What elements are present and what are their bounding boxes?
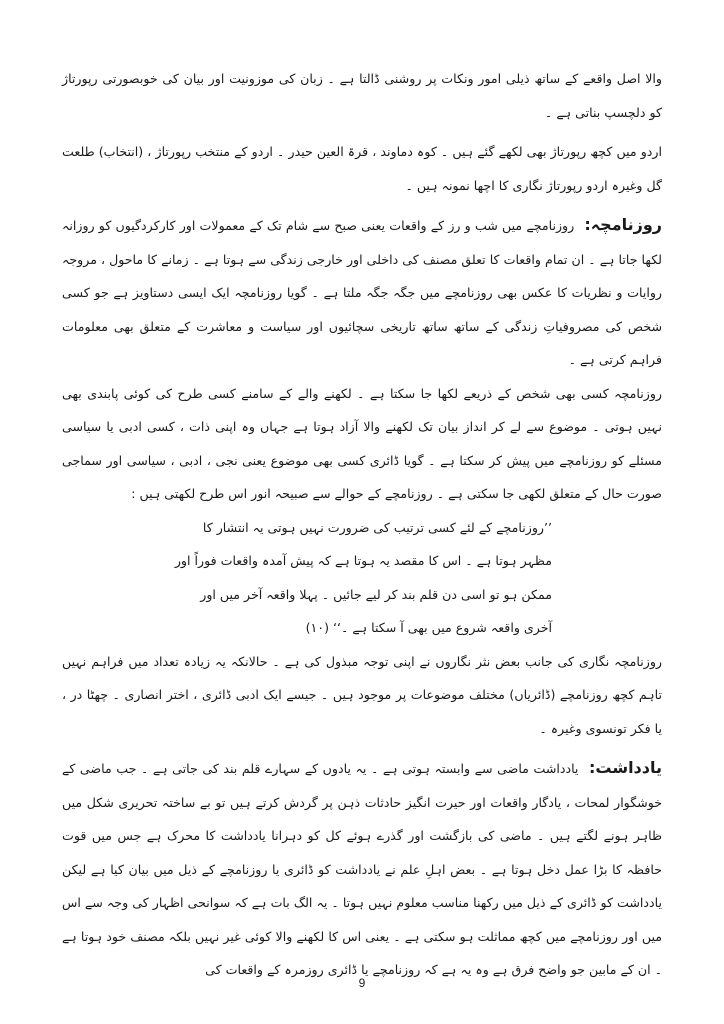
section-heading-yaaddasht: یادداشت: [589, 758, 662, 777]
paragraph-roznamcha-examples [62, 645, 662, 746]
paragraph-text: والا اصل واقعے کے ساتھ ذیلی امور ونکات پر روشنی ڈالتا ہے ۔ زبان کی موزونیت اور بیان کی خوبصورتی رپورتاژ کو دلچسپ بناتی ہے ۔ [62, 71, 662, 120]
paragraph-urdu-reportage [62, 135, 662, 202]
page-number: 9 [358, 976, 366, 990]
paragraph-text: روزنامچہ نگاری کی جانب بعض نثر نگاروں نے اپنی توجہ مبذول کی ہے ۔ حالانکہ یہ زیادہ تعداد میں فراہم نہیں تاہم کچھ روزنامچے (ڈائریاں) مختلف موضوعات پر موجود ہیں ۔ جیسے ایک ادبی ڈائری ، اختر انصاری ۔ چھٹا در ، یا فکر تونسوی وغیرہ ۔ [62, 653, 662, 736]
paragraph-text: روزنامچہ کسی بھی شخص کے ذریعے لکھا جا سکتا ہے ۔ لکھنے والے کے سامنے کسی طرح کی کوئی پابندی بھی نہیں ہوتی ۔ موضوع سے لے کر انداز بیان تک لکھنے والا آزاد ہوتا ہے جہاں وہ اپنی ذات ، کسی ادبی یا سیاسی مسئلے کو روزنامچے میں پیش کر سکتا ہے ۔ گویا ڈائری کسی بھی موضوع یعنی نجی ، ادبی ، سیاسی اور سماجی صورت حال کے متعلق لکھی جا سکتی ہے ۔ روزنامچے کے حوالے سے صبیحہ انور اس طرح لکھتی ہیں : [62, 385, 662, 501]
paragraph-roznamcha-writer [62, 377, 662, 511]
block-quote [172, 511, 552, 645]
paragraph-text: روزنامچے میں شب و رز کے واقعات یعنی صبح سے شام تک کے معمولات اور کارکردگیوں کو روزانہ لکھا جاتا ہے ۔ ان تمام واقعات کا تعلق مصنف کی داخلی اور خارجی زندگی سے ہوتا ہے ۔ زمانے کا ماحول ، مروجہ روایات و نظریات کا عکس بھی روزنامچے میں جگہ جگہ ملتا ہے ۔ گویا روزنامچہ ایک ایسی دستاویز ہے جو کسی شخص کی مصروفیاتِ زندگی کے ساتھ ساتھ تاریخی سچائیوں اور سیاست و معاشرت کے متعلق بھی معلومات فراہم کرتی ہے ۔ [62, 218, 662, 367]
paragraph-text: اردو میں کچھ رپورتاژ بھی لکھے گئے ہیں ۔ کوہ دماوند ، قرۃ العین حیدر ۔ اردو کے منتخب رپورتاژ ، (انتخاب) طلعت گل وغیرہ اردو رپورتاژ نگاری کا اچھا نمونہ ہیں ۔ [62, 144, 662, 193]
quote-text: ’’روزنامچے کے لئے کسی ترتیب کی ضرورت نہیں ہوتی یہ انتشار کا مظہر ہوتا ہے ۔ اس کا مقصد یہ ہوتا ہے کہ پیش آمدہ واقعات فوراً اور ممکن ہو تو اسی دن قلم بند کر لیے جائیں ۔ پہلا واقعہ آخر میں اور آخری واقعہ شروع میں بھی آ سکتا ہے ۔‘‘ (۱۰) [174, 519, 552, 635]
paragraph-yaaddasht [62, 751, 662, 987]
paragraph-roznamcha [62, 208, 662, 377]
paragraph-text: یادداشت ماضی سے وابستہ ہوتی ہے ۔ یہ یادوں کے سہارے قلم بند کی جاتی ہے ۔ جب ماضی کے خوشگوار لمحات ، یادگار واقعات اور حیرت انگیز حادثات ذہن پر گردش کرتے ہیں تو بے ساختہ تحریری شکل میں ظاہر ہونے لگتے ہیں ۔ ماضی کی بازگشت اور گذرے ہوئے کل کو دہرانا یادداشت کا محرک ہے جس میں قوت حافظہ کا بڑا عمل دخل ہوتا ہے ۔ بعض اہلِ علم نے یادداشت کو ڈائری یا روزنامچے کے ذیل میں بیان کیا ہے لیکن یادداشت کو ڈائری کے ذیل میں رکھنا مناسب معلوم نہیں ہوتا ۔ یہ الگ بات ہے کہ سوانحی اظہار کی وجہ سے اس میں اور روزنامچے میں کچھ مماثلت ہو سکتی ہے ۔ یعنی اس کا لکھنے والا کوئی غیر نہیں بلکہ مصنف خود ہوتا ہے ۔ ان کے مابین جو واضح فرق ہے وہ یہ ہے کہ روزنامچے یا ڈائری روزمرہ کے واقعات کی [62, 761, 662, 977]
section-heading-roznamcha: روزنامچہ: [584, 215, 662, 234]
page-body [62, 62, 662, 987]
paragraph-reportage-end [62, 62, 662, 129]
